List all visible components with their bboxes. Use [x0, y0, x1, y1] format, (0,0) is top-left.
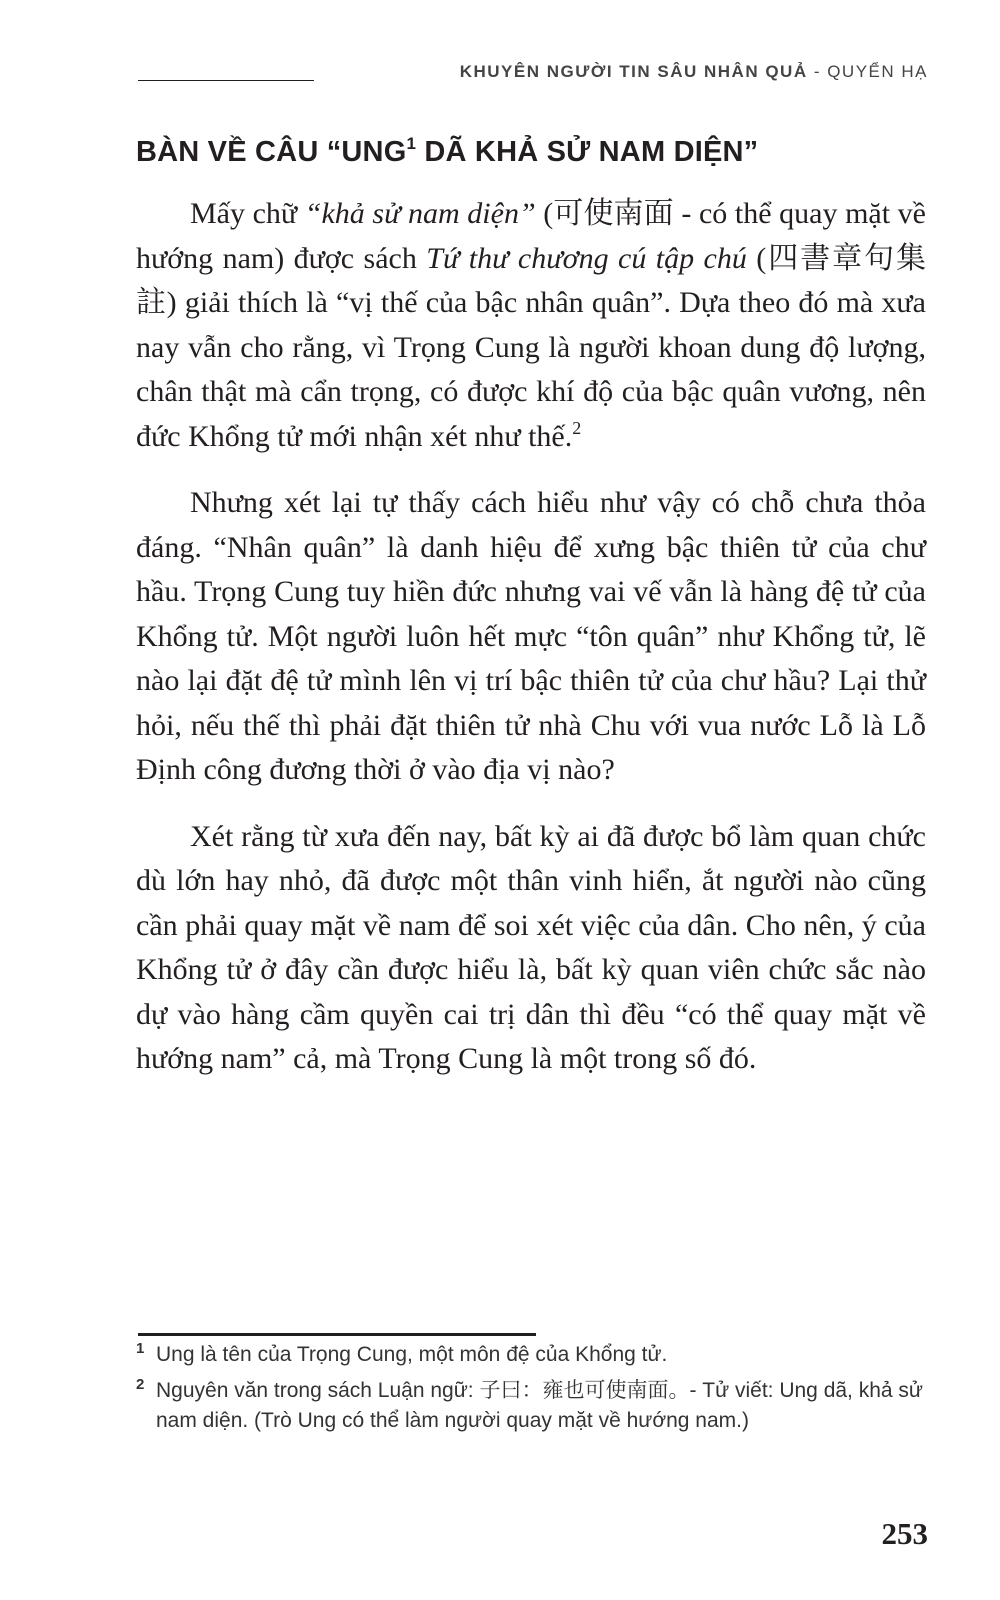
paragraph-1 [136, 192, 926, 459]
section-heading [136, 134, 936, 169]
p1-text-2: (可使南面 - có thể quay mặt về hướng nam) được sách [136, 197, 926, 275]
page-number: 253 [881, 1516, 928, 1551]
paragraph-2: Nhưng xét lại tự thấy cách hiểu như vậy có chỗ chưa thỏa đáng. “Nhân quân” là danh hiệu để xưng bậc thiên tử của chư hầu. Trọng Cung tuy hiền đức nhưng vai vế vẫn là hàng đệ tử của Khổng tử. Một người luôn hết mực “tôn quân” như Khổng tử, lẽ nào lại đặt đệ tử mình lên vị trí bậc thiên tử của chư hầu? Lại thử hỏi, nếu thế thì phải đặt thiên tử nhà Chu với vua nước Lỗ là Lỗ Định công đương thời ở vào địa vị nào? [136, 486, 926, 786]
body-text [136, 192, 926, 1104]
footnote-rule [138, 1333, 536, 1336]
p1-book-title: Tứ thư chương cú tập chú [426, 241, 747, 275]
running-head-title: KHUYÊN NGƯỜI TIN SÂU NHÂN QUẢ [459, 62, 808, 81]
paragraph-3: Xét rằng từ xưa đến nay, bất kỳ ai đã được bổ làm quan chức dù lớn hay nhỏ, đã được một thân vinh hiển, ắt người nào cũng cần phải quay mặt về nam để soi xét việc của dân. Cho nên, ý của Khổng tử ở đây cần được hiểu là, bất kỳ quan viên chức sắc nào dự vào hàng cầm quyền cai trị dân thì đều “có thể quay mặt về hướng nam” cả, mà Trọng Cung là một trong số đó. [136, 819, 926, 1075]
footnote-2-mark: 2 [136, 1376, 145, 1393]
heading-text-pre: BÀN VỀ CÂU “UNG [136, 136, 407, 168]
p1-text-1: Mấy chữ [190, 197, 305, 230]
heading-footnote-ref: 1 [406, 134, 417, 153]
running-head [460, 62, 928, 82]
footnote-2 [136, 1376, 936, 1436]
heading-text-post: DÃ KHẢ SỬ NAM DIỆN” [416, 136, 759, 168]
running-head-separator: - [807, 62, 828, 81]
footnote-1-mark: 1 [136, 1340, 145, 1357]
p1-text-3: (四書章句集註) giải thích là “vị thế của bậc nhân quân”. Dựa theo đó mà xưa nay vẫn cho rằng, vì Trọng Cung là người khoan dung độ lượng, chân thật mà cẩn trọng, có được khí độ của bậc quân vương, nên đức Khổng tử mới nhận xét như thế. [136, 241, 926, 453]
footnote-1-text: Ung là tên của Trọng Cung, một môn đệ của Khổng tử. [156, 1343, 668, 1366]
footnotes [136, 1340, 936, 1442]
header-rule [138, 80, 314, 81]
footnote-2-text: Nguyên văn trong sách Luận ngữ: 子曰：雍也可使南面。- Tử viết: Ung dã, khả sử nam diện. (Trò Ung có thể làm người quay mặt về hướng nam.) [156, 1379, 923, 1432]
p1-italic-phrase: “khả sử nam diện” [304, 197, 536, 230]
p1-footnote-ref: 2 [572, 417, 582, 438]
footnote-1 [136, 1340, 936, 1370]
running-head-volume: QUYỂN HẠ [827, 62, 928, 81]
